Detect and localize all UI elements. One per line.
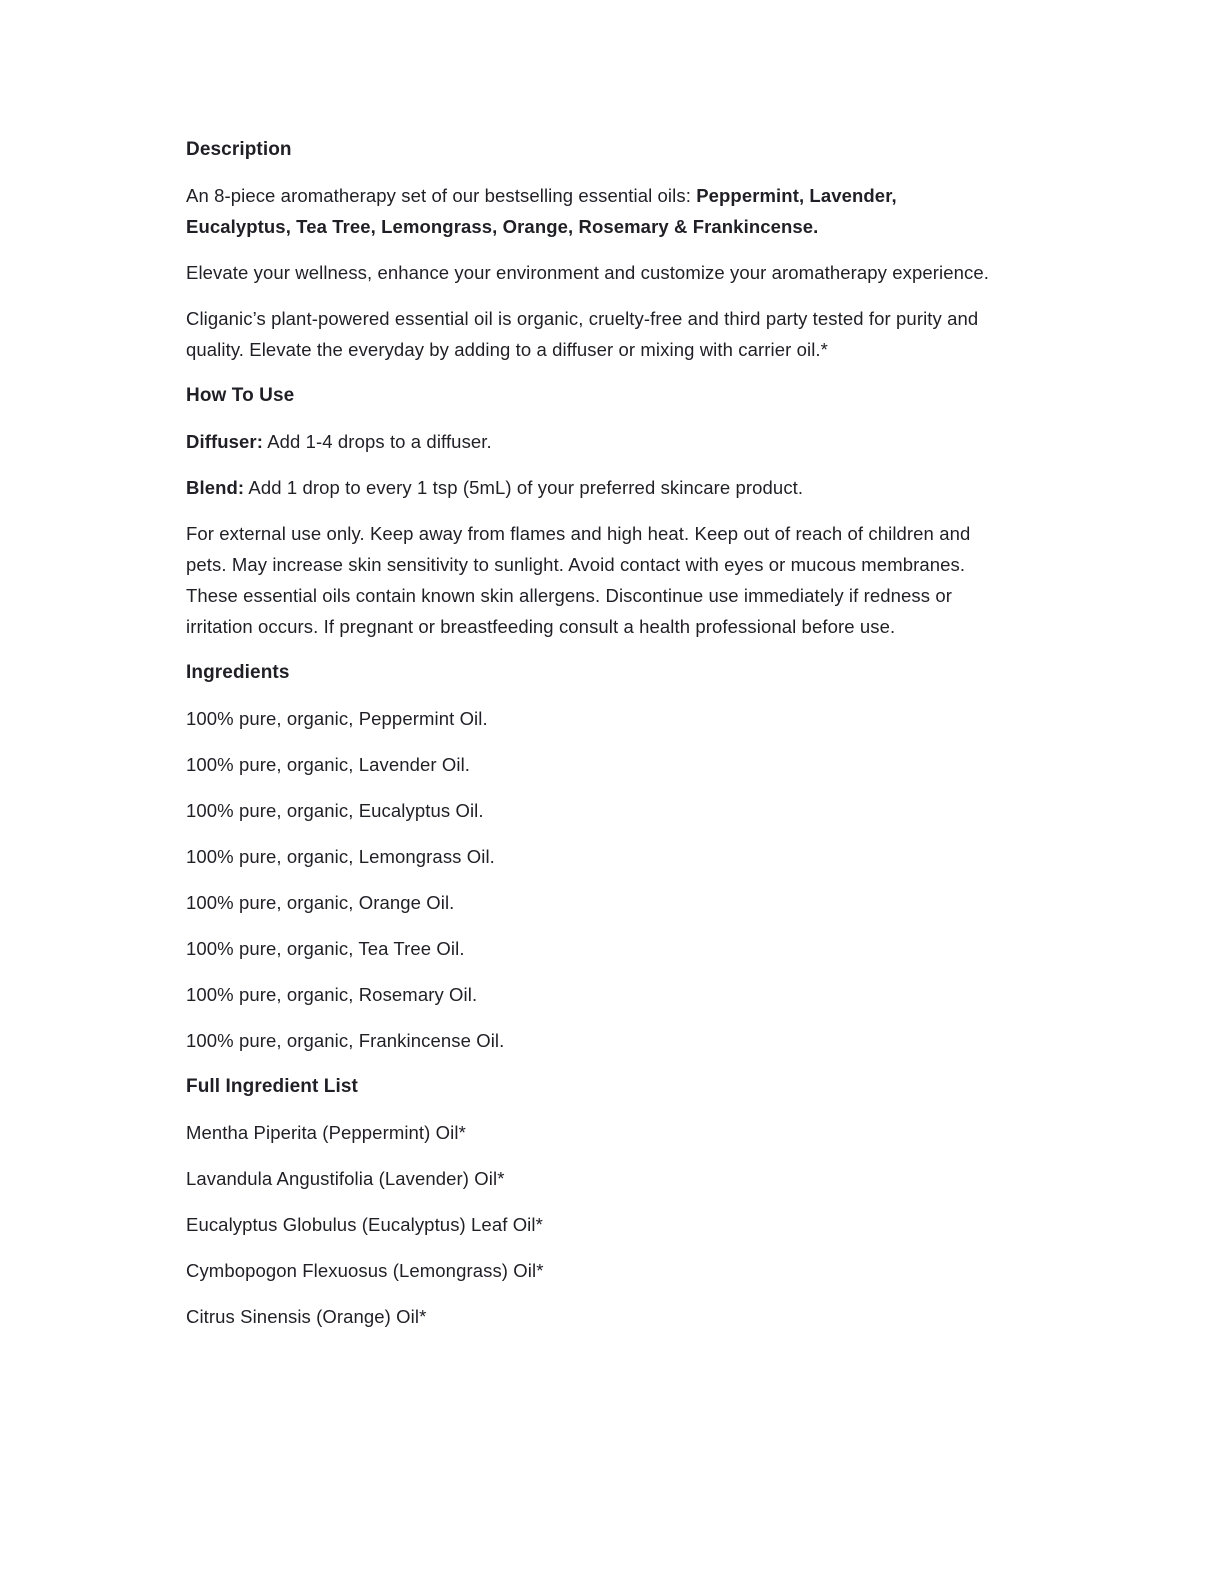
diffuser-label: Diffuser: xyxy=(186,431,263,452)
ingredient-line-lemongrass: 100% pure, organic, Lemongrass Oil. xyxy=(186,846,495,867)
full-ingredient-line-orange: Citrus Sinensis (Orange) Oil* xyxy=(186,1306,427,1327)
full-ingredient-line-peppermint: Mentha Piperita (Peppermint) Oil* xyxy=(186,1122,466,1143)
ingredient-line-rosemary: 100% pure, organic, Rosemary Oil. xyxy=(186,984,478,1005)
paragraph-blend xyxy=(186,472,996,503)
full-ingredient-line-eucalyptus: Eucalyptus Globulus (Eucalyptus) Leaf Oil* xyxy=(186,1214,543,1235)
intro-text: An 8-piece aromatherapy set of our bestselling essential oils: xyxy=(186,185,697,206)
ingredient-line-orange: 100% pure, organic, Orange Oil. xyxy=(186,892,455,913)
diffuser-text: Add 1-4 drops to a diffuser. xyxy=(262,431,492,452)
paragraph-diffuser xyxy=(186,426,996,457)
paragraph-elevate: Elevate your wellness, enhance your environment and customize your aromatherapy experience. xyxy=(186,262,989,283)
ingredient-line-tea-tree: 100% pure, organic, Tea Tree Oil. xyxy=(186,938,465,959)
blend-text: Add 1 drop to every 1 tsp (5mL) of your preferred skincare product. xyxy=(244,477,804,498)
ingredient-line-lavender: 100% pure, organic, Lavender Oil. xyxy=(186,754,471,775)
ingredient-line-frankincense: 100% pure, organic, Frankincense Oil. xyxy=(186,1030,505,1051)
section-heading-description: Description xyxy=(186,139,292,160)
paragraph-warning: For external use only. Keep away from flames and high heat. Keep out of reach of children and pets. May increase skin sensitivity to sunlight. Avoid contact with eyes or mucous membranes. These essential oils contain known skin allergens. Discontinue use immediately if redness or irritation occurs. If pregnant or breastfeeding consult a health professional before use. xyxy=(186,523,971,637)
blend-label: Blend: xyxy=(186,477,245,498)
section-heading-how-to-use: How To Use xyxy=(186,385,295,406)
paragraph-cliganic: Cliganic’s plant-powered essential oil is organic, cruelty-free and third party tested for purity and quality. Elevate the everyday by adding to a diffuser or mixing with carrier oil.* xyxy=(186,308,979,360)
intro-oils-bold: Peppermint, Lavender, Eucalyptus, Tea Tree, Lemongrass, Orange, Rosemary & Frankincense. xyxy=(186,185,897,237)
full-ingredient-line-lavender: Lavandula Angustifolia (Lavender) Oil* xyxy=(186,1168,505,1189)
full-ingredient-line-lemongrass: Cymbopogon Flexuosus (Lemongrass) Oil* xyxy=(186,1260,544,1281)
section-heading-full-ingredient-list: Full Ingredient List xyxy=(186,1076,358,1097)
ingredient-line-peppermint: 100% pure, organic, Peppermint Oil. xyxy=(186,708,488,729)
section-heading-ingredients: Ingredients xyxy=(186,662,290,683)
ingredient-line-eucalyptus: 100% pure, organic, Eucalyptus Oil. xyxy=(186,800,484,821)
paragraph-intro xyxy=(186,180,996,242)
